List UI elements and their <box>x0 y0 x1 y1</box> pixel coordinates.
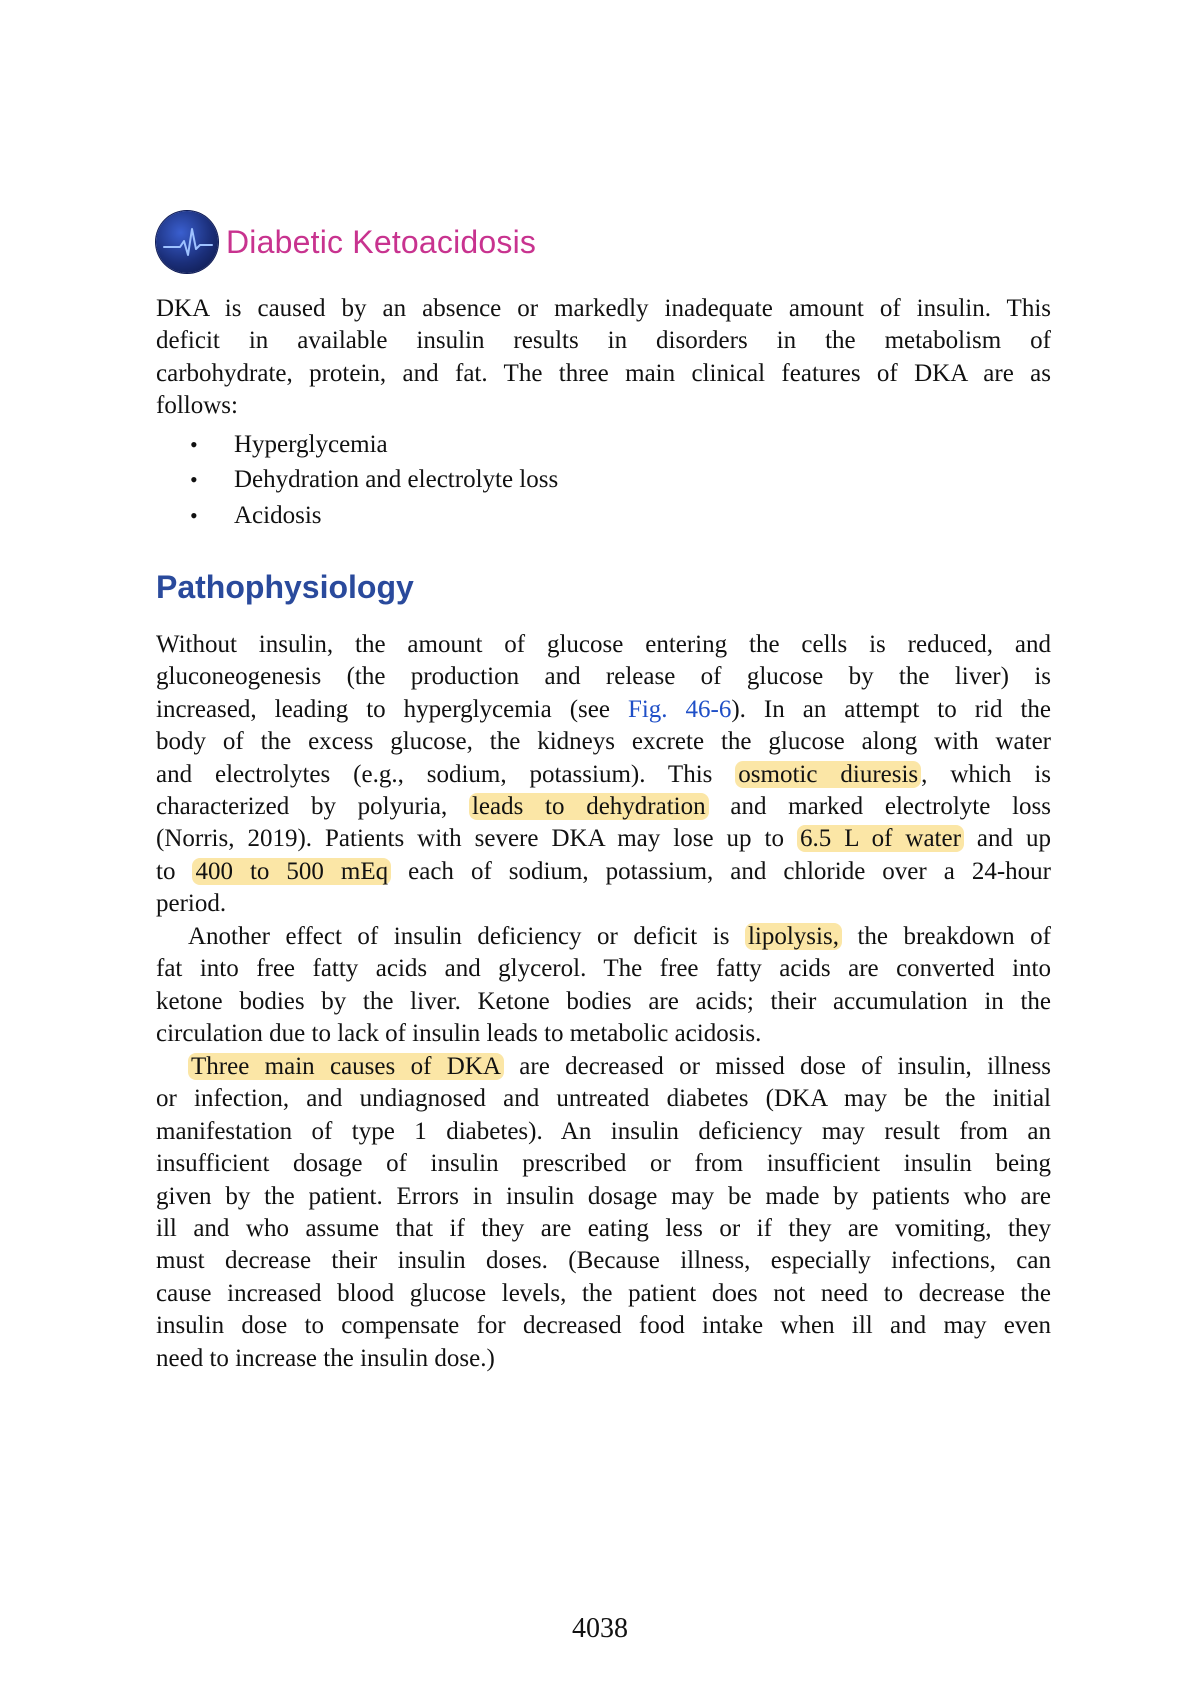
text-line: circulation due to lack of insulin leads to metabolic acidosis. <box>156 1020 762 1048</box>
section-title: Diabetic Ketoacidosis <box>226 223 537 260</box>
list-item <box>190 427 558 463</box>
text-run: increased, leading to hyperglycemia (see <box>156 695 628 723</box>
intro-paragraph <box>156 293 1051 423</box>
text-line: insulin dose to compensate for decreased food intake when ill and may even <box>156 1312 1051 1340</box>
list-item-text: Dehydration and electrolyte loss <box>234 466 559 494</box>
text-run: the breakdown of <box>841 923 1051 950</box>
text-line: deficit in available insulin results in disorders in the metabolism of <box>156 327 1051 355</box>
text-line: body of the excess glucose, the kidneys excrete the glucose along with water <box>156 728 1051 756</box>
paragraph-pathophysiology <box>156 629 1051 921</box>
text-run: and up <box>963 825 1051 853</box>
bullet-icon: • <box>190 431 198 457</box>
text-line <box>156 921 1051 953</box>
text-line <box>156 759 1051 791</box>
text-line: carbohydrate, protein, and fat. The three main clinical features of DKA are as <box>156 359 1051 387</box>
text-run: Another effect of insulin deficiency or deficit is <box>188 923 745 950</box>
subheading: Pathophysiology <box>156 569 414 605</box>
paragraph-lipolysis <box>156 921 1051 1051</box>
text-line: given by the patient. Errors in insulin dosage may be made by patients who are <box>156 1182 1051 1210</box>
highlight: Three main causes of DKA <box>188 1053 504 1080</box>
text-line: DKA is caused by an absence or markedly inadequate amount of insulin. This <box>156 295 1051 322</box>
text-line: gluconeogenesis (the production and release of glucose by the liver) is <box>156 663 1051 691</box>
text-run: and marked electrolyte loss <box>708 792 1051 820</box>
highlight: lipolysis, <box>745 923 842 950</box>
heartbeat-logo-icon <box>156 211 218 273</box>
page-number: 4038 <box>572 1613 628 1644</box>
text-run: characterized by polyuria, <box>156 792 469 820</box>
highlight: osmotic diuresis <box>735 761 921 788</box>
paragraph-causes <box>156 1051 1051 1375</box>
figure-link[interactable]: Fig. 46-6 <box>627 695 732 723</box>
highlight: leads to dehydration <box>469 793 709 820</box>
text-run: and electrolytes (e.g., sodium, potassium). This <box>156 760 736 788</box>
section-heading <box>156 210 536 274</box>
features-list <box>190 427 558 534</box>
text-line: period. <box>156 890 227 918</box>
text-run: to <box>156 857 193 885</box>
text-run: are decreased or missed dose of insulin, illness <box>503 1053 1051 1080</box>
list-item <box>190 463 558 499</box>
text-line: manifestation of type 1 diabetes). An insulin deficiency may result from an <box>156 1117 1051 1145</box>
text-line: follows: <box>156 392 238 420</box>
text-line: need to increase the insulin dose.) <box>156 1344 495 1372</box>
text-line: or infection, and undiagnosed and untreated diabetes (DKA may be the initial <box>156 1085 1051 1113</box>
text-line <box>156 694 1051 726</box>
text-line <box>156 791 1051 823</box>
list-item <box>190 498 558 534</box>
list-item-text: Hyperglycemia <box>234 430 388 458</box>
text-line: fat into free fatty acids and glycerol. The free fatty acids are converted into <box>156 955 1051 983</box>
text-line: Without insulin, the amount of glucose entering the cells is reduced, and <box>156 631 1051 658</box>
highlight: 6.5 L of water <box>797 825 964 852</box>
text-line: ill and who assume that if they are eating less or if they are vomiting, they <box>156 1214 1051 1242</box>
text-line <box>156 1051 1051 1083</box>
text-line <box>156 856 1051 888</box>
text-line: cause increased blood glucose levels, the patient does not need to decrease the <box>156 1279 1051 1307</box>
text-line: insufficient dosage of insulin prescribed or from insufficient insulin being <box>156 1150 1051 1178</box>
bullet-icon: • <box>190 502 198 528</box>
text-run: each of sodium, potassium, and chloride over a 24-hour <box>391 857 1051 885</box>
bullet-icon: • <box>190 467 198 493</box>
text-line: must decrease their insulin doses. (Because illness, especially infections, can <box>156 1247 1051 1275</box>
text-line: ketone bodies by the liver. Ketone bodies are acids; their accumulation in the <box>156 987 1051 1015</box>
text-run: ). In an attempt to rid the <box>731 695 1051 723</box>
text-run: (Norris, 2019). Patients with severe DKA may lose up to <box>156 825 797 853</box>
list-item-text: Acidosis <box>234 501 322 529</box>
text-line <box>156 823 1051 855</box>
text-run: , which is <box>921 760 1051 788</box>
highlight: 400 to 500 mEq <box>192 858 391 885</box>
